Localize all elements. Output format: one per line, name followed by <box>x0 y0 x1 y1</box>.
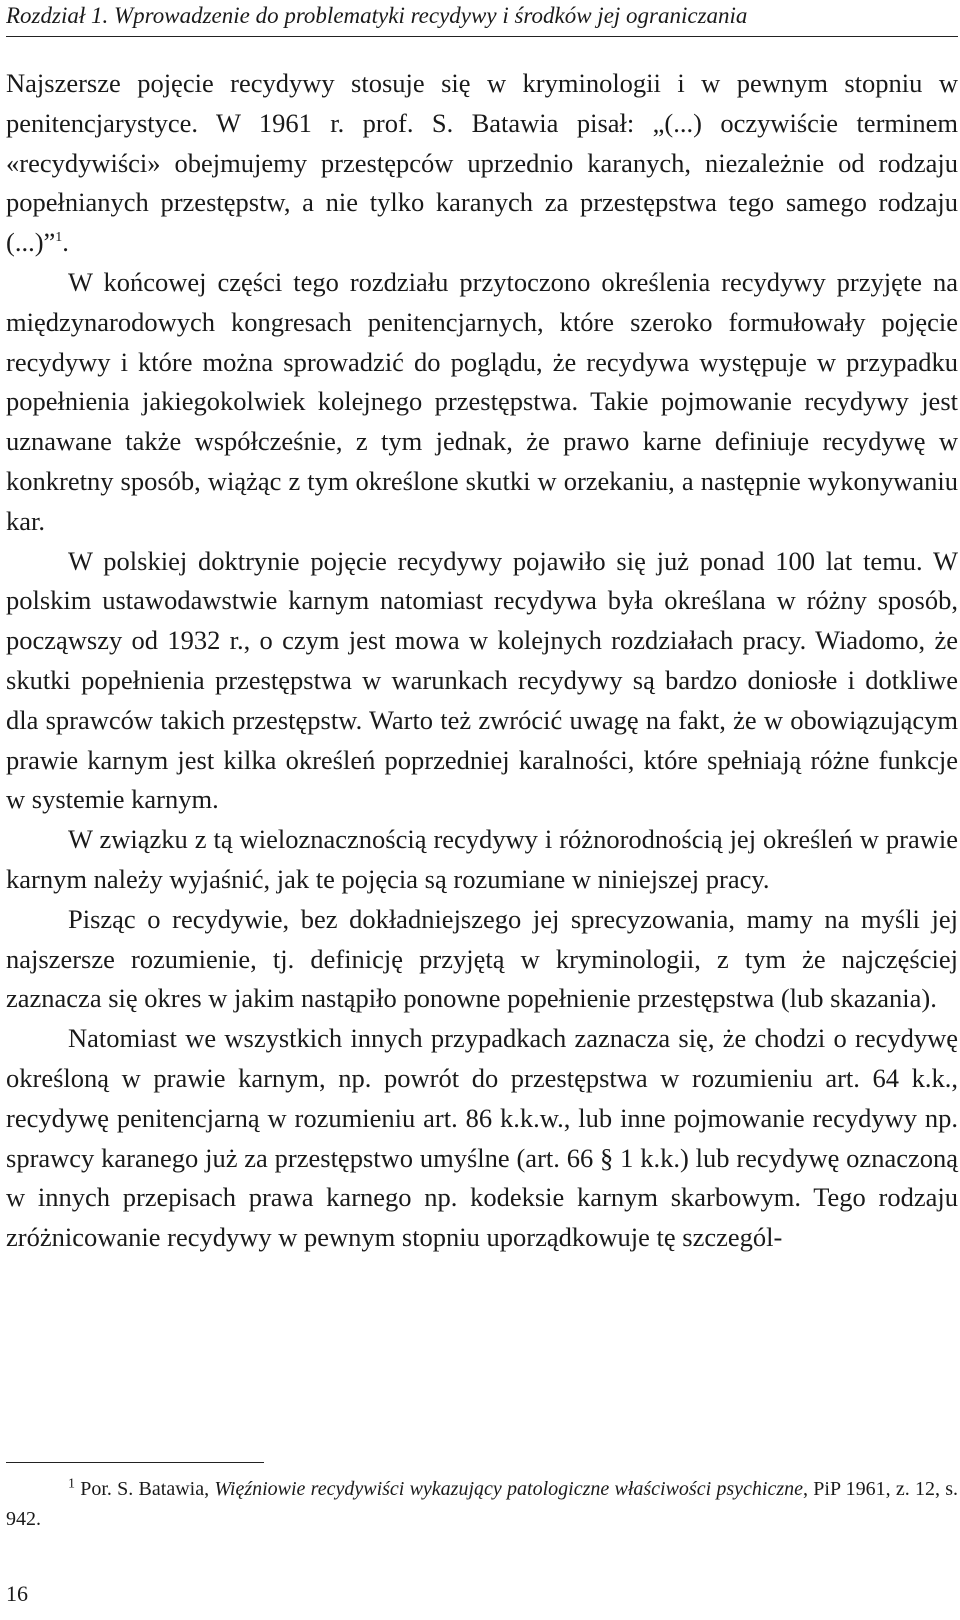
footnote-cited-title: Więźniowie recydywiści wykazujący patologiczne właściwości psychiczne <box>214 1478 804 1500</box>
footnote-text: Por. S. Batawia, <box>80 1478 210 1500</box>
paragraph-1-ending: . <box>62 227 69 258</box>
paragraph-2: W końcowej części tego rozdziału przytoczono określenia recydywy przyjęte na międzynarodowych kongresach penitencjarnych, które szeroko formułowały pojęcie recydywy i które można sprowadzić do poglądu, że recydywa występuje w przypadku popełnienia jakiegokolwiek kolejnego przestępstwa. Takie pojmowanie recydywy jest uznawane także współcześnie, z tym jednak, że prawo karne definiuje recydywę w konkretny sposób, wiążąc z tym określone skutki w orzekaniu, a następnie wykonywaniu kar. <box>6 266 958 536</box>
paragraph-4: W związku z tą wieloznacznością recydywy i różnorodnością jej określeń w prawie karnym należy wyjaśnić, jak te pojęcia są rozumiane w niniejszej pracy. <box>6 824 958 894</box>
paragraph-1 <box>6 64 958 263</box>
paragraph-6: Natomiast we wszystkich innych przypadkach zaznacza się, że chodzi o recydywę określoną w prawie karnym, np. powrót do przestępstwa w rozumieniu art. 64 k.k., recydywę penitencjarną w rozumieniu art. 86 k.k.w., lub inne pojmowanie recydywy np. sprawcy karanego już za przestępstwo umyślne (art. 66 § 1 k.k.) lub recydywę oznaczoną w innych przepisach prawa karnego np. kodeksie karnym skarbowym. Tego rodzaju zróżnicowanie recydywy w pewnym stopniu uporządkowuje tę szczegól- <box>6 1023 958 1253</box>
paragraph-1-text: Najszersze pojęcie recydywy stosuje się w kryminologii i w pewnym stopniu w penitencjarystyce. W 1961 r. prof. S. Batawia pisał: „(...) oczywiście terminem «recydywiści» obejmujemy przestępców uprzednio karanych, niezależnie od rodzaju popełnianych przestępstw, a nie tylko karanych za przestępstwa tego samego rodzaju (...)” <box>6 68 958 258</box>
footnote-reference[interactable]: 1 <box>55 230 63 246</box>
footnote-mark: 1 <box>68 1476 75 1492</box>
page-number: 16 <box>6 1581 28 1606</box>
paragraph-3: W polskiej doktrynie pojęcie recydywy pojawiło się już ponad 100 lat temu. W polskim ustawodawstwie karnym natomiast recydywa była określana w różny sposób, począwszy od 1932 r., o czym jest mowa w kolejnych rozdziałach pracy. Wiadomo, że skutki popełnienia przestępstwa w warunkach recydywy są bardzo doniosłe i dotkliwe dla sprawców takich przestępstw. Warto też zwrócić uwagę na fakt, że w obowiązującym prawie karnym jest kilka określeń poprzedniej karalności, które spełniają różne funkcje w systemie karnym. <box>6 545 958 815</box>
paragraph-5: Pisząc o recydywie, bez dokładniejszego jej sprecyzowania, mamy na myśli jej najszersze rozumienie, tj. definicję przyjętą w kryminologii, z tym że najczęściej zaznacza się okres w jakim nastąpiło ponowne popełnienie przestępstwa (lub skazania). <box>6 903 958 1014</box>
footnote <box>6 1474 958 1534</box>
footnote-rule <box>6 1462 264 1463</box>
footnote-source: , PiP 1961, z. 12, s. 942. <box>6 1478 958 1530</box>
book-page <box>6 0 958 1620</box>
header-rule <box>6 36 958 37</box>
running-head: Rozdział 1. Wprowadzenie do problematyki recydywy i środków jej ograniczania <box>6 3 748 28</box>
main-text <box>6 64 958 1258</box>
